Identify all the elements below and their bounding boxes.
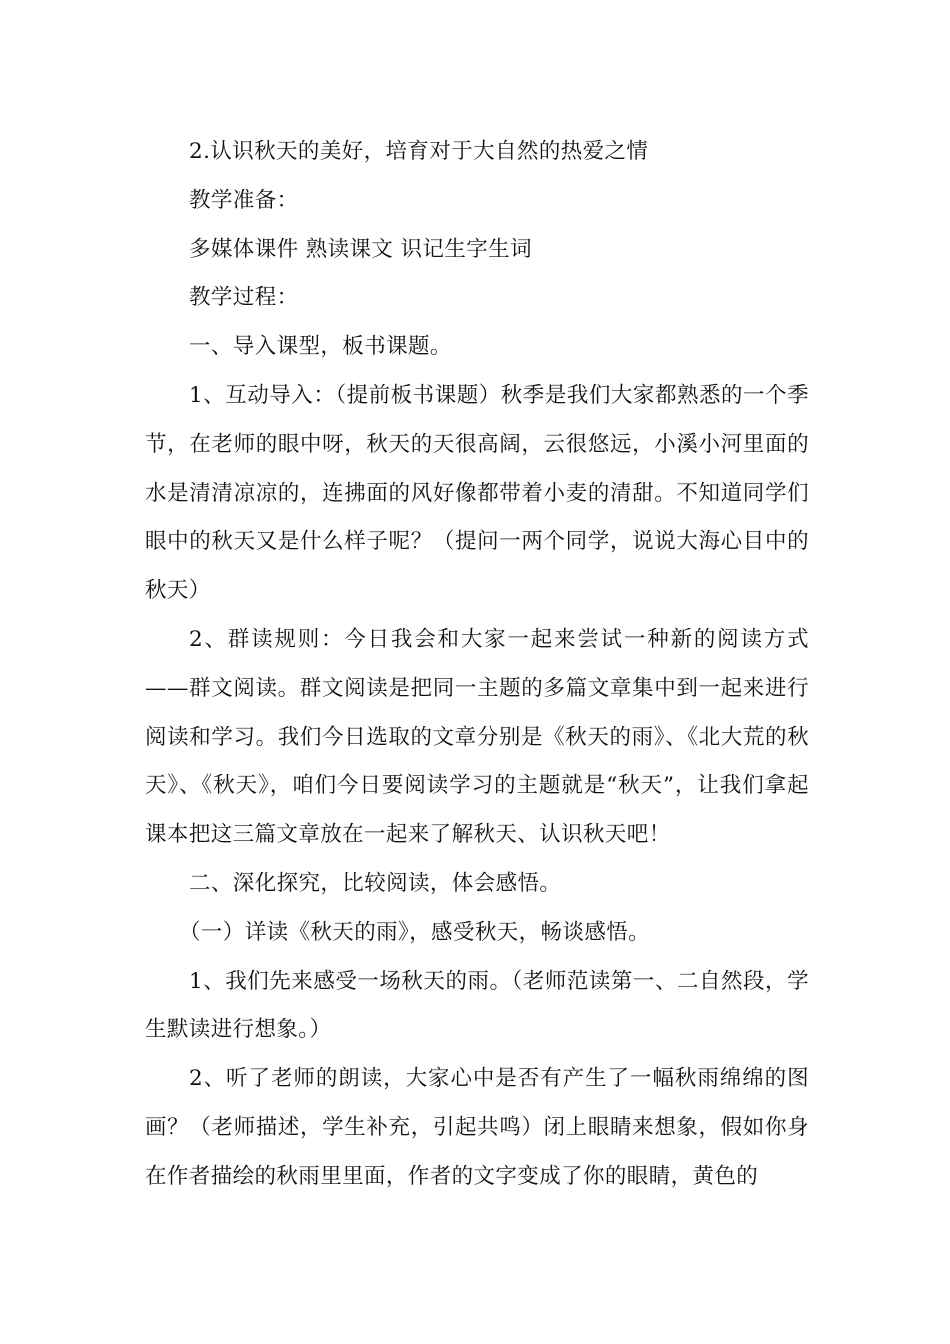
section-one-heading: 一、导入课型，板书课题。	[189, 334, 452, 360]
document-body	[145, 128, 809, 1202]
group-reading-paragraph: 2、群读规则：今日我会和大家一起来尝试一种新的阅读方式——群文阅读。群文阅读是把同一主题的多篇文章集中到一起来进行阅读和学习。我们今日选取的文章分别是《秋天的雨》、《北大荒的秋天》、《秋天》，咱们今日要阅读学习的主题就是“秋天”，让我们拿起课本把这三篇文章放在一起来了解秋天、认识秋天吧！	[145, 626, 809, 848]
intro-paragraph: 1、互动导入：（提前板书课题）秋季是我们大家都熟悉的一个季节，在老师的眼中呀，秋天的天很高阔，云很悠远，小溪小河里面的水是清清凉凉的，连拂面的风好像都带着小麦的清甜。不知道同学们眼中的秋天又是什么样子呢？（提问一两个同学，说说大海心目中的秋天）	[145, 382, 809, 604]
preparation-items: 多媒体课件 熟读课文 识记生字生词	[189, 236, 532, 262]
section-two-heading: 二、深化探究，比较阅读，体会感悟。	[189, 870, 562, 896]
process-heading: 教学过程：	[189, 285, 299, 311]
preparation-heading: 教学准备：	[189, 187, 299, 213]
step-one-paragraph: 1、我们先来感受一场秋天的雨。（老师范读第一、二自然段，学生默读进行想象。）	[145, 968, 809, 1043]
subsection-heading: （一）详读《秋天的雨》，感受秋天，畅谈感悟。	[179, 919, 651, 945]
objective-paragraph: 2.认识秋天的美好，培育对于大自然的热爱之情	[189, 139, 649, 164]
step-two-paragraph: 2、听了老师的朗读，大家心中是否有产生了一幅秋雨绵绵的图画？（老师描述，学生补充，引起共鸣）闭上眼睛来想象，假如你身在作者描绘的秋雨里里面，作者的文字变成了你的眼睛，黄色的	[145, 1066, 809, 1189]
